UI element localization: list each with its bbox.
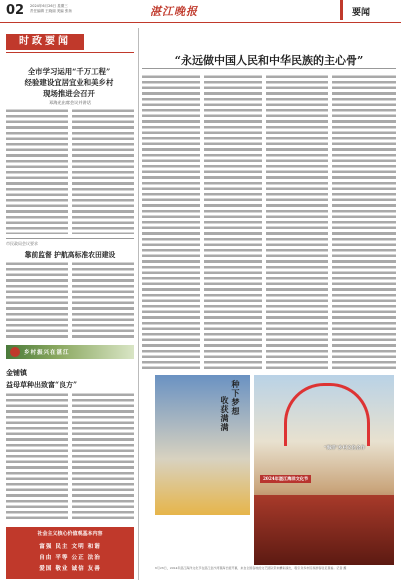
divider: [6, 238, 134, 239]
column-banner: [6, 345, 134, 359]
headline-main: [6, 66, 132, 99]
core-values-box: [6, 527, 134, 579]
headline-subtitle: 邓海光出席会议并讲话: [49, 100, 91, 105]
page-number: 02: [6, 3, 25, 18]
section-marker: [340, 0, 343, 20]
kicker: 市民政局会议要求: [6, 241, 38, 246]
headline-third-top: 金铺镇: [6, 368, 27, 377]
photo-arch: [284, 383, 370, 446]
vertical-slogan: 种下梦想: [231, 380, 241, 416]
article-text-block: [72, 261, 134, 339]
article-text-block: [6, 392, 68, 522]
headline-secondary: 靠前监督 护航高标准农田建设: [24, 251, 116, 259]
vertical-slogan: 收获满满: [220, 396, 230, 432]
editor-line: 责任编辑 王晓丽 美编 张扬: [30, 9, 72, 13]
article-text-block: [72, 392, 134, 522]
article-text-block: [204, 74, 262, 370]
event-photo: [254, 375, 394, 565]
section-title: 要闻: [352, 8, 371, 18]
article-text-block: [6, 108, 68, 234]
column-separator: [138, 28, 139, 580]
banner-rule: [6, 52, 134, 53]
photo-banner-text: 2024年湛江海洋文化节: [260, 475, 311, 483]
masthead: 湛江晚报: [150, 5, 198, 18]
date-info: [30, 4, 72, 14]
article-text-block: [332, 74, 396, 370]
headline-feature: “永远做中国人民和中华民族的主心骨”: [174, 54, 364, 67]
photo-caption: 6月26日，2024年湛江海洋文化节在湛江金沙湾观海长廊开幕，来自全国各地的文艺团队带来精彩演出，吸引众多市民和游客驻足观看。记者 摄: [155, 566, 347, 570]
headline-line: 全市学习运用“千万工程”: [27, 67, 111, 76]
headline-third: 益母草种出致富“良方”: [6, 380, 78, 389]
section-banner: 时政要闻: [6, 34, 84, 50]
article-text-block: [6, 261, 68, 339]
core-values-title: 社会主义核心价值观基本内容: [37, 531, 103, 537]
core-values-line: 爱国 敬业 诚信 友善: [39, 566, 101, 572]
article-text-block: [142, 74, 200, 370]
headline-line: 经验建设宜居宜业和美乡村: [24, 78, 114, 87]
article-text-block: [72, 108, 134, 234]
divider: [142, 68, 396, 69]
article-text-block: [266, 74, 328, 370]
date-line: 2024年6月26日 星期三: [30, 4, 68, 8]
column-banner-label: 乡村振兴在湛江: [24, 350, 70, 356]
core-values-line: 自由 平等 公正 法治: [39, 555, 101, 561]
core-values-line: 富强 民主 文明 和谐: [39, 544, 101, 550]
headline-line: 现场推进会召开: [43, 89, 95, 98]
emblem-icon: [10, 347, 20, 357]
photo-overlay-text: “海洋”乡村文化合作: [324, 446, 366, 451]
photo-stage: [254, 495, 394, 565]
